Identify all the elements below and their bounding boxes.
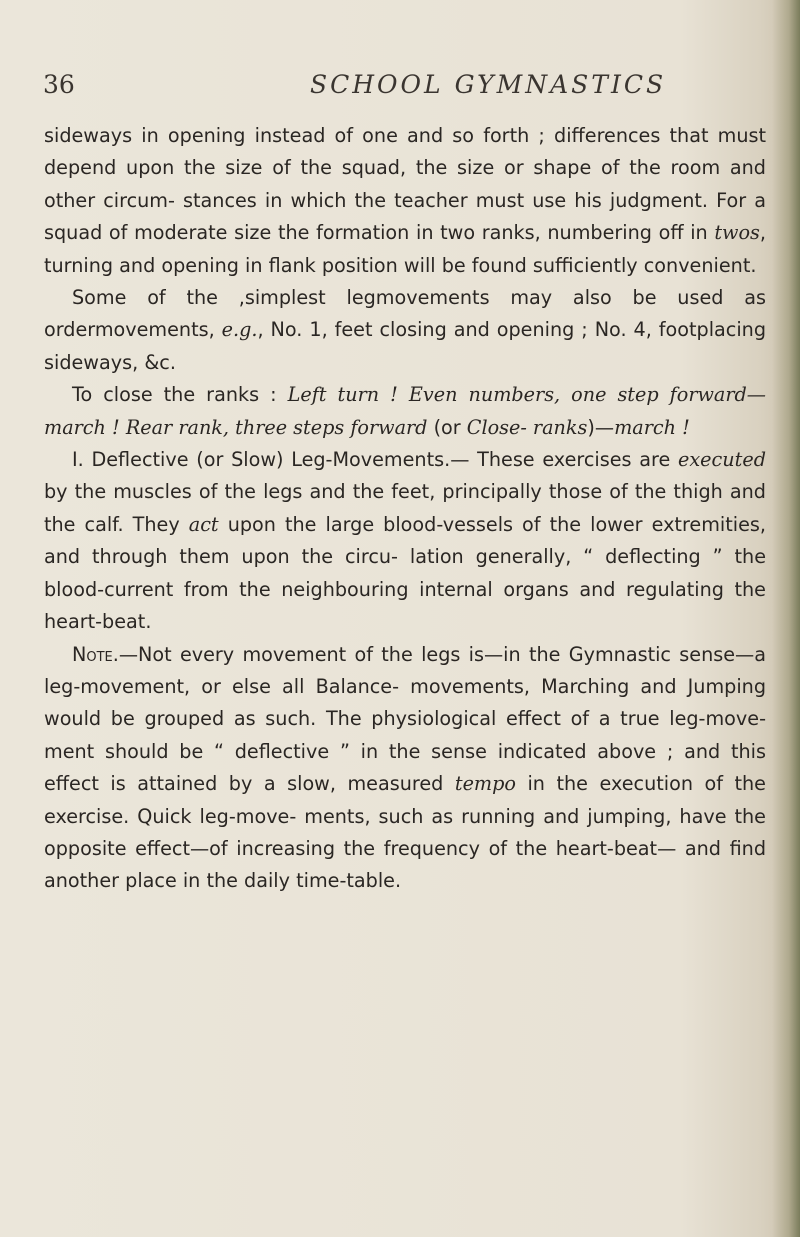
- section-b: by the muscles of the legs and the feet, principally those of the thigh and the calf. They: [44, 480, 766, 536]
- close-ranks-italic: Close- ranks: [466, 415, 588, 439]
- para3-c: (or: [427, 415, 467, 439]
- italic-tempo: tempo: [454, 772, 516, 796]
- italic-executed: executed: [678, 448, 766, 472]
- note-paragraph: [44, 639, 766, 898]
- paragraph-3: [44, 379, 766, 444]
- italic-eg: e.g.: [221, 318, 258, 342]
- body-text: [44, 120, 766, 898]
- running-title: SCHOOL GYMNASTICS: [310, 70, 667, 99]
- para1-text-end: , turning and opening in flank position will be found sufficiently convenient.: [44, 221, 766, 277]
- para2-b: , No. 1, feet closing and opening ; No. 4, footplacing sideways, &c.: [44, 318, 767, 374]
- page-edge-shadow: [772, 0, 800, 1237]
- note-b: in the execution of the exercise. Quick leg-move- ments, such as running and jumping, have the opposite effect—of increasing the frequency of the heart-beat— and find another place in the daily time-table.: [44, 772, 766, 893]
- paragraph-2: [44, 282, 766, 379]
- page-number: 36: [43, 70, 75, 99]
- para3-a: To close the ranks :: [72, 383, 288, 407]
- command-italic: Left turn ! Even numbers, one step forward—march ! Rear rank, three steps forward: [44, 383, 766, 439]
- section-paragraph: [44, 444, 766, 638]
- note-label: Note.: [72, 642, 119, 666]
- paragraph-1: [44, 120, 766, 282]
- section-heading: I. Deflective (or Slow) Leg-Movements.—: [72, 448, 470, 472]
- para2-a: Some of the ,simplest legmovements may also be used as ordermovements,: [44, 286, 766, 342]
- italic-twos: twos: [714, 221, 760, 245]
- section-c: upon the large blood-vessels of the lower extremities, and through them upon the circu- lation generally, “ deflecting ” the blood-current from the neighbouring internal organs and regulating the heart-beat.: [44, 512, 766, 634]
- march-italic: march !: [614, 415, 690, 439]
- para3-e: )—: [587, 415, 615, 439]
- italic-act: act: [188, 512, 219, 536]
- para1-text: sideways in opening instead of one and so forth ; differences that must depend upon the size of the squad, the size or shape of the room and other circum- stances in which the teacher must use his judgment. For a squad of moderate size the formation in two ranks, numbering off in: [44, 124, 766, 245]
- note-a: —Not every movement of the legs is—in the Gymnastic sense—a leg-movement, or else all Balance- movements, Marching and Jumping would be grouped as such. The physiological effect of a true leg-move- ment should be “ deflective ” in the sense indicated above ; and this effect is attained by a slow, measured: [44, 642, 766, 796]
- section-a: These exercises are: [469, 448, 678, 472]
- page-header: [0, 70, 800, 106]
